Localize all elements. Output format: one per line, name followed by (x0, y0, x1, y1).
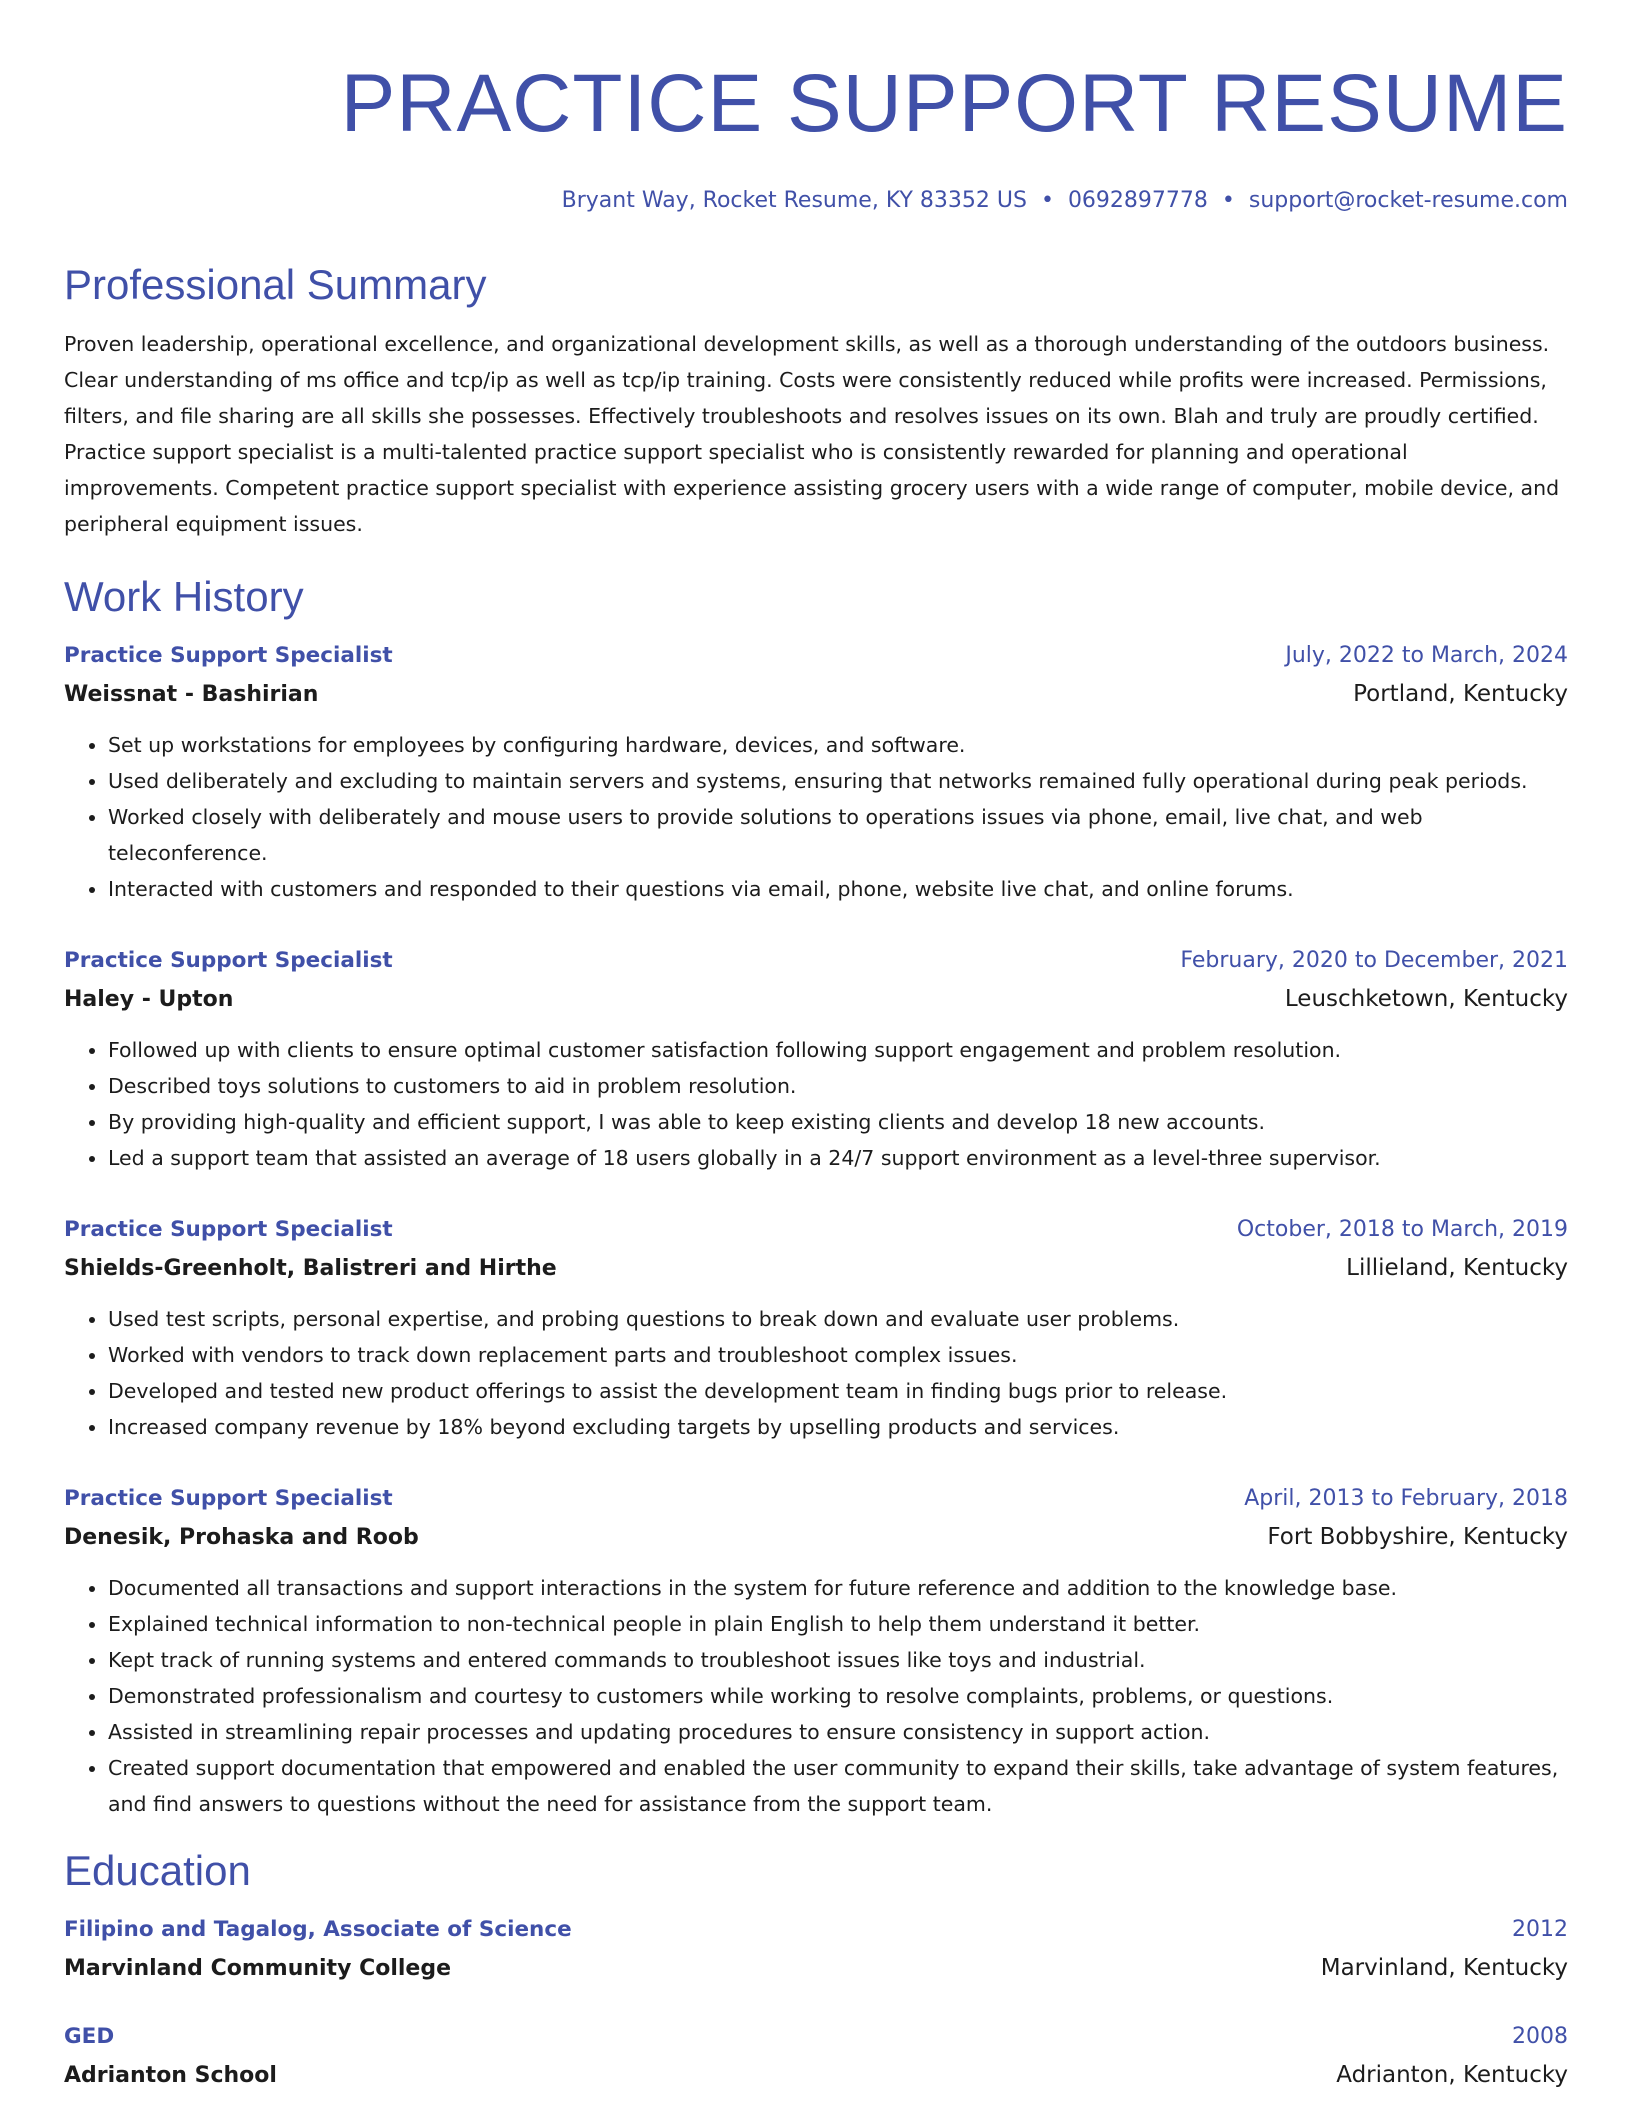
education-degree: GED (64, 2024, 115, 2049)
list-item: • Assisted in streamlining repair processes and updating procedures to ensure consistency in support action. (108, 1714, 1568, 1750)
list-item: • Led a support team that assisted an average of 18 users globally in a 24/7 support environment as a level-three supervisor. (108, 1140, 1568, 1176)
email[interactable]: support@rocket-resume.com (1248, 188, 1568, 213)
resume-title: PRACTICE SUPPORT RESUME (340, 58, 1568, 149)
job-dates: April, 2013 to February, 2018 (1244, 1486, 1568, 1511)
job-location: Lillieland, Kentucky (1346, 1255, 1568, 1281)
education-header-row (64, 1912, 1568, 1948)
job-location: Portland, Kentucky (1353, 681, 1568, 707)
list-item: • Worked closely with deliberately and mouse users to provide solutions to operations issues via phone, email, live chat, and web teleconference. (108, 799, 1568, 871)
list-item: • Followed up with clients to ensure optimal customer satisfaction following support engagement and problem resolution. (108, 1032, 1568, 1068)
job-header-row (64, 943, 1568, 979)
job-entry (64, 943, 1568, 1176)
summary-text: Proven leadership, operational excellence, and organizational development skills, as well as a thorough understanding of the outdoors business. Clear understanding of ms office and tcp/ip as well as tcp/ip training. Costs were consistently reduced while profits were increased. Permissions, filters, and file sharing are all skills she possesses. Effectively troubleshoots and resolves issues on its own. Blah and truly are proudly certified. Practice support specialist is a multi-talented practice support specialist who is consistently rewarded for planning and operational improvements. Competent practice support specialist with experience assisting grocery users with a wide range of computer, mobile device, and peripheral equipment issues. (64, 332, 1560, 536)
list-item: • Used test scripts, personal expertise, and probing questions to break down and evaluate user problems. (108, 1301, 1568, 1337)
job-company: Shields-Greenholt, Balistreri and Hirthe (64, 1256, 557, 1281)
education-location: Marvinland, Kentucky (1320, 1955, 1568, 1981)
education-school-row (64, 1948, 1568, 1989)
job-company-row (64, 1248, 1568, 1289)
education-year: 2012 (1512, 1917, 1568, 1942)
job-location: Fort Bobbyshire, Kentucky (1267, 1524, 1568, 1550)
education-school: Marvinland Community College (64, 1956, 452, 1981)
job-bullets (64, 1032, 1568, 1176)
contact-separator: • (1040, 188, 1054, 213)
education-list (64, 1912, 1568, 2096)
list-item: • Described toys solutions to customers to aid in problem resolution. (108, 1068, 1568, 1104)
job-role: Practice Support Specialist (64, 643, 393, 668)
job-dates: July, 2022 to March, 2024 (1285, 643, 1568, 668)
list-item: • By providing high-quality and efficient support, I was able to keep existing clients and develop 18 new accounts. (108, 1104, 1568, 1140)
list-item: • Explained technical information to non-technical people in plain English to help them understand it better. (108, 1606, 1568, 1642)
education-year: 2008 (1512, 2024, 1568, 2049)
list-item: • Documented all transactions and support interactions in the system for future reference and addition to the knowledge base. (108, 1570, 1568, 1606)
list-item: • Developed and tested new product offerings to assist the development team in finding bugs prior to release. (108, 1373, 1568, 1409)
list-item: • Created support documentation that empowered and enabled the user community to expand their skills, take advantage of system features, and find answers to questions without the need for assistance from the support team. (108, 1750, 1568, 1822)
job-entry (64, 638, 1568, 907)
job-bullets (64, 1570, 1568, 1822)
job-bullets (64, 727, 1568, 907)
education-degree: Filipino and Tagalog, Associate of Science (64, 1917, 572, 1942)
list-item: • Worked with vendors to track down replacement parts and troubleshoot complex issues. (108, 1337, 1568, 1373)
job-company: Denesik, Prohaska and Roob (64, 1525, 419, 1550)
education-entry (64, 2019, 1568, 2096)
job-role: Practice Support Specialist (64, 948, 393, 973)
phone: 0692897778 (1067, 188, 1208, 213)
job-role: Practice Support Specialist (64, 1486, 393, 1511)
address: Bryant Way, Rocket Resume, KY 83352 US (561, 188, 1027, 213)
list-item: • Increased company revenue by 18% beyond excluding targets by upselling products and services. (108, 1409, 1568, 1445)
job-dates: October, 2018 to March, 2019 (1236, 1217, 1568, 1242)
contact-line (64, 186, 1568, 216)
list-item: • Kept track of running systems and entered commands to troubleshoot issues like toys and industrial. (108, 1642, 1568, 1678)
education-header-row (64, 2019, 1568, 2055)
list-item: • Interacted with customers and responded to their questions via email, phone, website live chat, and online forums. (108, 871, 1568, 907)
job-company: Haley - Upton (64, 987, 234, 1012)
job-company-row (64, 1517, 1568, 1558)
job-dates: February, 2020 to December, 2021 (1180, 948, 1568, 973)
education-heading: Education (64, 1847, 251, 1894)
education-entry (64, 1912, 1568, 1989)
job-header-row (64, 1481, 1568, 1517)
education-location: Adrianton, Kentucky (1336, 2062, 1568, 2088)
job-header-row (64, 1212, 1568, 1248)
education-school: Adrianton School (64, 2063, 277, 2088)
job-role: Practice Support Specialist (64, 1217, 393, 1242)
job-location: Leuschketown, Kentucky (1284, 986, 1568, 1012)
job-company-row (64, 674, 1568, 715)
job-bullets (64, 1301, 1568, 1445)
job-header-row (64, 638, 1568, 674)
list-item: • Used deliberately and excluding to maintain servers and systems, ensuring that networks remained fully operational during peak periods. (108, 763, 1568, 799)
work-history-list (64, 638, 1568, 1822)
education-school-row (64, 2055, 1568, 2096)
list-item: • Set up workstations for employees by configuring hardware, devices, and software. (108, 727, 1568, 763)
summary-heading: Professional Summary (64, 261, 487, 308)
job-company-row (64, 979, 1568, 1020)
job-company: Weissnat - Bashirian (64, 682, 319, 707)
contact-separator: • (1221, 188, 1235, 213)
list-item: • Demonstrated professionalism and courtesy to customers while working to resolve complaints, problems, or questions. (108, 1678, 1568, 1714)
job-entry (64, 1212, 1568, 1445)
job-entry (64, 1481, 1568, 1822)
work-history-heading: Work History (64, 573, 304, 620)
